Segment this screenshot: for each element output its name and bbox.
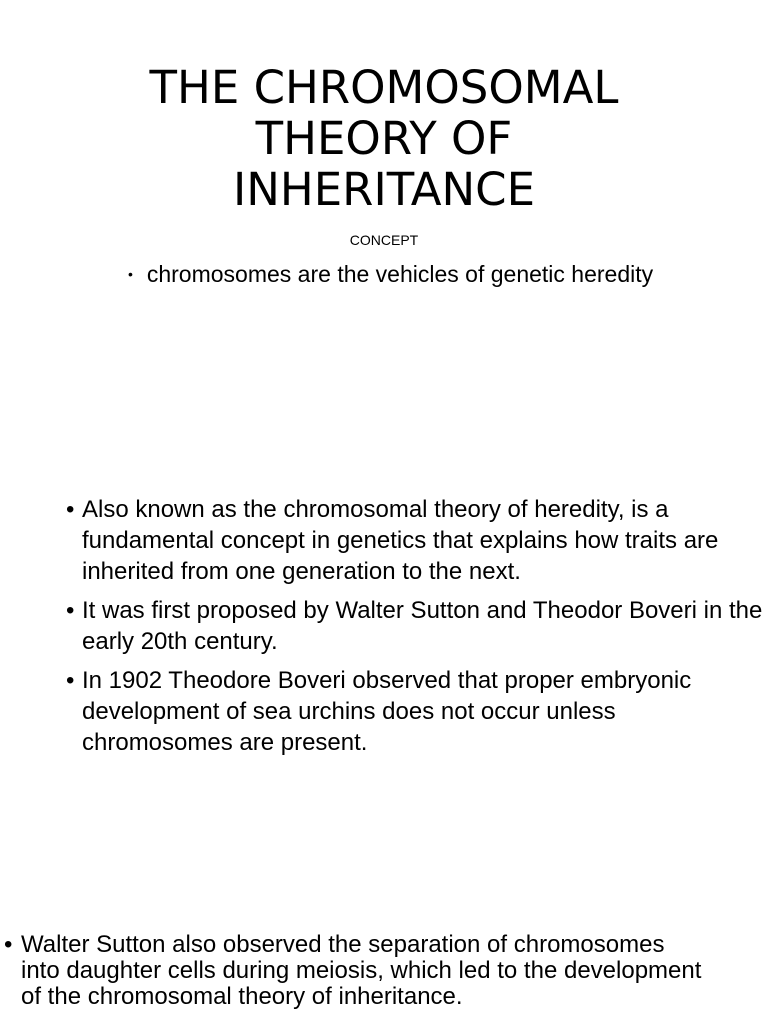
slide-subtitle: CONCEPT [349, 232, 419, 248]
concept-bullet-text: chromosomes are the vehicles of genetic heredity [146, 261, 654, 287]
title-line: THEORY OF [255, 112, 513, 165]
list-item-text: Also known as the chromosomal theory of heredity, is a fundamental concept in genetics that explains how traits are inherited from one generation to the next. [82, 496, 719, 585]
list-item-text: It was first proposed by Walter Sutton and Theodor Boveri in the early 20th century. [82, 597, 763, 655]
list-item [64, 665, 764, 758]
title-line: THE CHROMOSOMAL [149, 61, 619, 114]
list-item-text: In 1902 Theodore Boveri observed that proper embryonic development of sea urchins does not occur unless chromosomes are present. [82, 667, 692, 756]
title-line: INHERITANCE [232, 163, 536, 216]
bullet-icon: • [128, 266, 133, 282]
bullet-icon: • [66, 496, 75, 523]
list-item [64, 494, 764, 587]
bullet-icon: • [4, 931, 13, 958]
list-item [2, 932, 702, 1010]
bullet-list [2, 932, 702, 1010]
concept-bullet [120, 259, 680, 290]
list-item [64, 595, 764, 657]
bullet-list [64, 494, 764, 766]
list-item-text: Walter Sutton also observed the separation of chromosomes into daughter cells during meiosis, which led to the development of the chromosomal theory of inheritance. [21, 931, 702, 1010]
bullet-icon: • [66, 667, 75, 694]
bullet-icon: • [66, 597, 75, 624]
slide-title [0, 62, 768, 215]
